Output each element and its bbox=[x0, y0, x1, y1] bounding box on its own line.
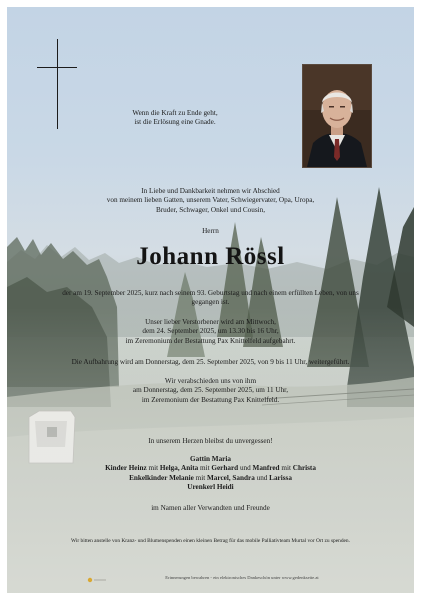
cross-horizontal-bar bbox=[37, 67, 77, 68]
family-grandchildren-part: Enkelkinder Melanie bbox=[129, 473, 194, 482]
quote-line: ist die Erlösung eine Gnade. bbox=[134, 118, 216, 127]
farewell-line: am Donnerstag, dem 25. September 2025, um 11 Uhr, bbox=[132, 386, 289, 395]
family-grandchildren-part: mit bbox=[193, 473, 208, 482]
ceremony-line: Unser lieber Verstorbener wird am Mittwoch, bbox=[145, 318, 276, 326]
deceased-name: Johann Rössl bbox=[136, 243, 285, 270]
family-children-part: und bbox=[238, 464, 253, 473]
ceremony-intro bbox=[7, 318, 414, 346]
intro-line: von meinem lieben Gatten, unserem Vater, Schwiegervater, Opa, Uropa, bbox=[106, 196, 315, 205]
bestattung-logo-icon bbox=[87, 577, 107, 583]
intro-block bbox=[7, 187, 414, 215]
farewell-line: Wir verabschieden uns von ihm bbox=[164, 377, 257, 385]
family-children-part: Kinder Heinz bbox=[105, 464, 147, 473]
ceremony-line: im Zeremonium der Bestattung Pax Knittelfeld aufgebahrt. bbox=[125, 336, 296, 345]
salutation: Herrn bbox=[202, 227, 219, 235]
obituary-card bbox=[7, 7, 414, 593]
family-grandchildren-part: Marcel, Sandra bbox=[207, 473, 255, 482]
family-children-part: Helga, Anita bbox=[159, 464, 199, 473]
family-block bbox=[7, 455, 414, 492]
family-grandchildren-part: Larissa bbox=[269, 473, 292, 482]
family-children-part: mit bbox=[146, 464, 160, 473]
family-great-grandchildren: Urenkerl Heidi bbox=[187, 482, 234, 491]
family-children-part: Manfred bbox=[252, 464, 280, 473]
on-behalf-line: im Namen aller Verwandten und Freunde bbox=[151, 504, 270, 512]
donation-notice: Wir bitten anstelle von Kranz- und Blumenspenden einen kleinen Betrag für das mobile Palliativteam Murtal vor Ort zu spenden. bbox=[71, 538, 350, 544]
intro-line: Bruder, Schwager, Onkel und Cousin, bbox=[155, 205, 265, 214]
quote-block bbox=[65, 109, 285, 128]
death-notice-line: gegangen ist. bbox=[191, 298, 230, 307]
death-notice bbox=[7, 289, 414, 308]
family-children-part: Gerhard bbox=[211, 464, 239, 473]
intro-line: In Liebe und Dankbarkeit nehmen wir Abschied bbox=[141, 187, 280, 195]
ceremony-line: dem 24. September 2025, um 13.30 bis 16 Uhr, bbox=[142, 327, 279, 336]
portrait-photo bbox=[302, 64, 372, 168]
farewell-block bbox=[7, 377, 414, 405]
family-grandchildren bbox=[7, 474, 414, 483]
footer-note: Erinnerungen bewahren - ein elektronisches Dankeschön unter www.gedenkseite.at bbox=[165, 575, 319, 580]
portrait-illustration bbox=[303, 65, 371, 167]
family-children-part: mit bbox=[279, 464, 293, 473]
family-children bbox=[7, 464, 414, 473]
family-children-part: Christa bbox=[292, 464, 316, 473]
remembrance-line: In unserem Herzen bleibst du unvergessen! bbox=[148, 437, 273, 445]
cross-vertical-bar bbox=[57, 39, 58, 129]
viewing-notice: Die Aufbahrung wird am Donnerstag, dem 25. September 2025, von 9 bis 11 Uhr, weitergeführt. bbox=[71, 358, 350, 366]
farewell-line: im Zeremonium der Bestattung Pax Knittelfeld. bbox=[141, 395, 280, 404]
family-children-part: mit bbox=[198, 464, 212, 473]
family-grandchildren-part: und bbox=[254, 473, 270, 482]
family-wife: Gattin Maria bbox=[190, 455, 231, 463]
quote-line: Wenn die Kraft zu Ende geht, bbox=[132, 109, 218, 117]
death-notice-line: der am 19. September 2025, kurz nach seinem 93. Geburtstag und nach einem erfüllten Leben, von uns bbox=[62, 289, 359, 297]
